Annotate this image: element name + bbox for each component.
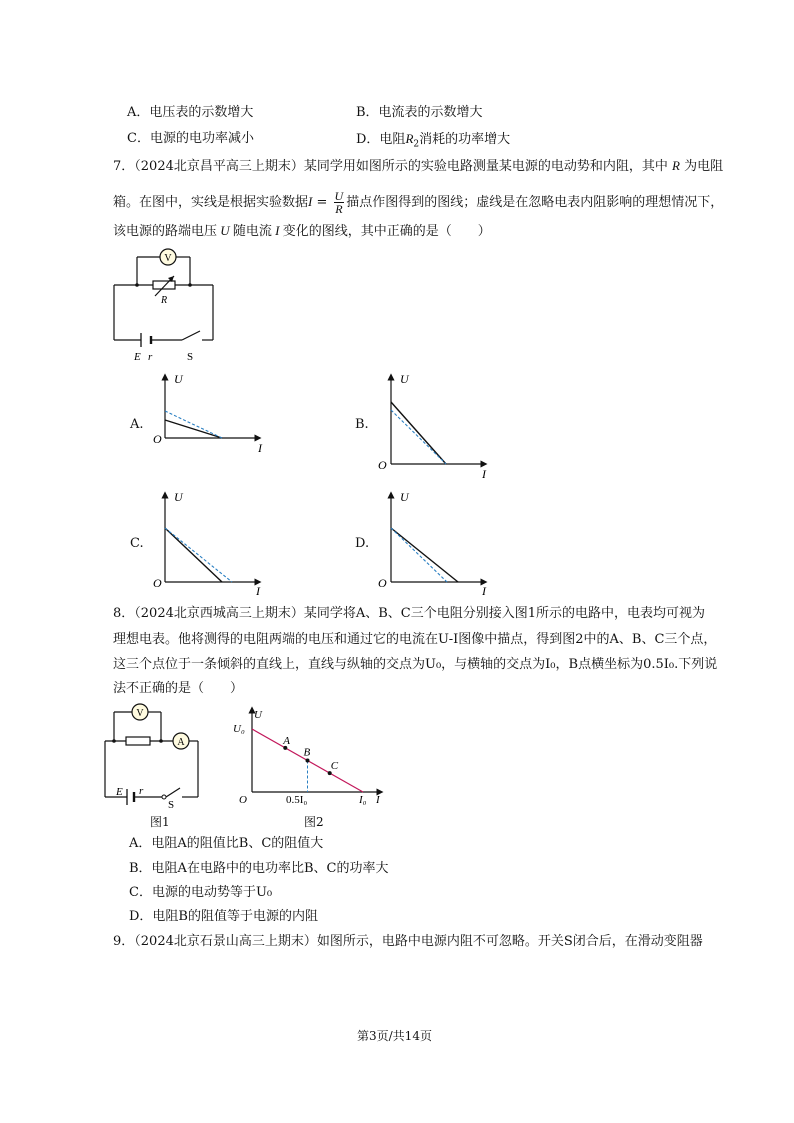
origin-label: O — [153, 432, 162, 446]
q7-graph-b — [372, 372, 492, 482]
dashed-line — [391, 528, 447, 582]
q6-option-b: B．电流表的示数增大 — [356, 105, 483, 120]
voltmeter-label: V — [164, 253, 172, 264]
emf-label: E — [116, 786, 123, 798]
q7-graph-b-label: B. — [355, 417, 369, 432]
x-axis-label: I — [376, 794, 380, 806]
y-axis-label: U — [174, 372, 183, 386]
u0-tick-label: U₀ — [233, 723, 245, 735]
q8-line-3: 这三个点位于一条倾斜的直线上，直线与纵轴的交点为U₀，与横轴的交点为I₀，B点横坐标为0.5I₀.下列说 — [113, 657, 718, 672]
emf-label: E — [134, 351, 141, 363]
q8-option-d: D．电阻B的阻值等于电源的内阻 — [129, 909, 318, 924]
y-axis-label: U — [174, 490, 183, 504]
q9-line-1: 9．（2024北京石景山高三上期末）如图所示，电路中电源内阻不可忽略。开关S闭合后，在滑动变阻器 — [113, 934, 703, 949]
x-axis-label: I — [258, 441, 262, 455]
half-i0-tick-label: 0.5I₀ — [286, 794, 308, 806]
voltmeter-label: V — [136, 708, 144, 719]
switch-label: S — [187, 351, 194, 363]
switch-label: S — [168, 799, 175, 811]
origin-label: O — [239, 794, 247, 806]
ammeter-label: A — [177, 737, 185, 748]
data-point-b — [306, 759, 310, 763]
y-axis-label: U — [254, 709, 262, 721]
q7-line-3: 该电源的路端电压 U 随电流 I 变化的图线，其中正确的是（ ） — [113, 223, 491, 239]
page-number: 第3页/共14页 — [357, 1029, 432, 1043]
q8-option-a: A．电阻A的阻值比B、C的阻值大 — [129, 836, 324, 851]
internal-resistance-label: r — [139, 785, 144, 797]
q7-line-1: 7．（2024北京昌平高三上期末）某同学用如图所示的实验电路测量某电源的电动势和内阻，其中 R 为电阻 — [113, 158, 724, 174]
solid-line — [391, 528, 458, 582]
internal-resistance-label: r — [148, 351, 153, 363]
x-axis-label: I — [256, 584, 260, 598]
q7-graph-d-label: D. — [355, 536, 370, 551]
q8-line-2: 理想电表。他将测得的电阻两端的电压和通过它的电流在U-I图像中描点，得到图2中的A、B、C三个点， — [113, 632, 717, 647]
figure-2-caption: 图2 — [304, 815, 324, 829]
q8-option-c: C．电源的电动势等于U₀ — [129, 885, 273, 900]
point-label-a: A — [283, 734, 291, 747]
q8-line-4: 法不正确的是（ ） — [113, 681, 244, 696]
q8-line-1: 8．（2024北京西城高三上期末）某同学将A、B、C三个电阻分别接入图1所示的电路中，电表均可视为 — [113, 606, 706, 621]
y-axis-label: U — [400, 490, 409, 504]
q7-graph-d — [372, 490, 492, 600]
q7-circuit-diagram — [105, 240, 225, 365]
q8-option-b: B．电阻A在电路中的电功率比B、C的功率大 — [129, 861, 389, 876]
dashed-line — [165, 528, 232, 582]
point-label-c: C — [330, 760, 339, 773]
figure-1-caption: 图1 — [150, 815, 170, 829]
origin-label: O — [153, 576, 162, 590]
i0-tick-label: I₀ — [359, 794, 367, 806]
q6-option-d: D．电阻$R_2$消耗的功率增大 — [356, 131, 511, 150]
dashed-line — [165, 411, 222, 438]
solid-line — [165, 528, 222, 582]
q6-option-a: A．电压表的示数增大 — [127, 105, 254, 120]
origin-label: O — [378, 458, 387, 472]
q6-option-c: C．电源的电功率减小 — [127, 131, 254, 146]
q7-graph-a — [150, 372, 270, 482]
origin-label: O — [378, 576, 387, 590]
dashed-line — [391, 410, 446, 464]
point-label-b: B — [303, 746, 311, 759]
q7-graph-c — [150, 490, 270, 600]
q8-figure-2-chart — [228, 703, 393, 809]
solid-line — [391, 402, 446, 464]
q7-graph-a-label: A. — [130, 417, 144, 432]
q7-line-2: 箱。在图中，实线是根据实验数据I = $\frac{U}{R}$ 描点作图得到的图线；虚线是在忽略电表内阻影响的理想情况下， — [113, 189, 724, 216]
solid-line — [165, 420, 222, 438]
q7-graph-c-label: C. — [130, 536, 144, 551]
resistor-label: R — [161, 295, 168, 306]
y-axis-label: U — [400, 372, 409, 386]
x-axis-label: I — [482, 467, 486, 481]
x-axis-label: I — [482, 584, 486, 598]
